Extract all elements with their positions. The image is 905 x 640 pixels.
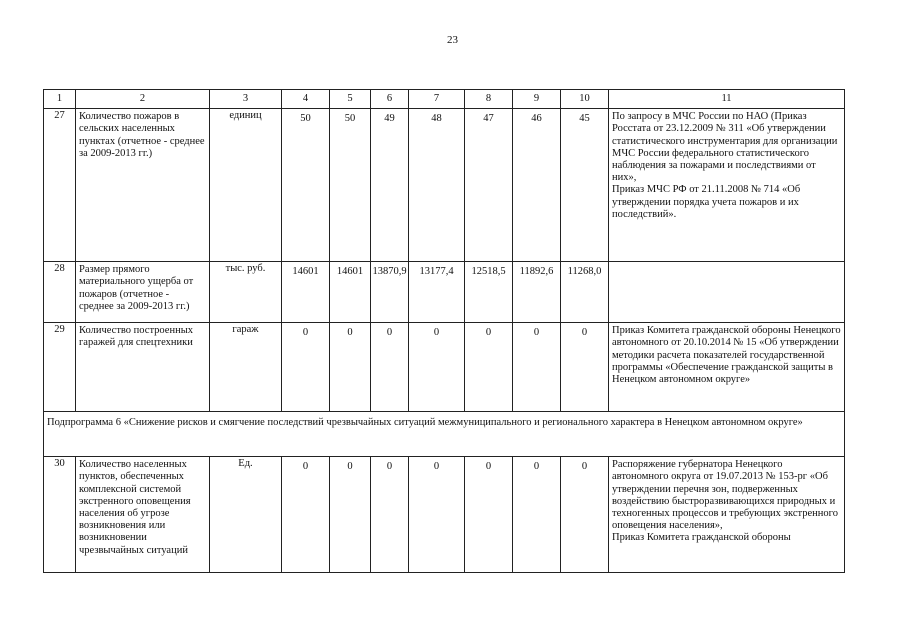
- indicator-name: Количество построенных гаражей для спецтехники: [76, 323, 210, 412]
- row-number: 27: [44, 109, 76, 262]
- header-cell: 9: [513, 90, 561, 109]
- value-cell: 0: [409, 457, 465, 573]
- value-cell: 14601: [330, 262, 371, 323]
- source-document: Распоряжение губернатора Ненецкого автономного округа от 19.07.2013 № 153-рг «Об утверждении перечня зон, подверженных воздействию быстроразвивающихся природных и техногенных процессов и требующих экстренного оповещения населения», Приказ Комитета гражданской обороны: [609, 457, 845, 573]
- unit: тыс. руб.: [210, 262, 282, 323]
- row-number: 30: [44, 457, 76, 573]
- value-cell: 0: [282, 323, 330, 412]
- value-cell: 0: [282, 457, 330, 573]
- table-row: [44, 109, 845, 262]
- value-cell: 0: [513, 457, 561, 573]
- value-cell: 47: [465, 109, 513, 262]
- header-cell: 2: [76, 90, 210, 109]
- value-cell: 0: [513, 323, 561, 412]
- value-cell: 0: [561, 457, 609, 573]
- header-cell: 7: [409, 90, 465, 109]
- value-cell: 0: [409, 323, 465, 412]
- header-cell: 4: [282, 90, 330, 109]
- indicator-name: Количество населенных пунктов, обеспеченных комплексной системой экстренного оповещения населения об угрозе возникновения или возникновении чрезвычайных ситуаций: [76, 457, 210, 573]
- header-row: [44, 90, 845, 109]
- value-cell: 13870,9: [371, 262, 409, 323]
- header-cell: 6: [371, 90, 409, 109]
- header-cell: 5: [330, 90, 371, 109]
- value-cell: 48: [409, 109, 465, 262]
- header-cell: 8: [465, 90, 513, 109]
- value-cell: 0: [371, 323, 409, 412]
- table-row: [44, 323, 845, 412]
- unit: Ед.: [210, 457, 282, 573]
- header-cell: 3: [210, 90, 282, 109]
- unit: единиц: [210, 109, 282, 262]
- row-number: 29: [44, 323, 76, 412]
- page-number: 23: [447, 34, 458, 46]
- source-document: [609, 262, 845, 323]
- header-cell: 1: [44, 90, 76, 109]
- indicators-table: [43, 89, 845, 573]
- value-cell: 12518,5: [465, 262, 513, 323]
- value-cell: 49: [371, 109, 409, 262]
- table-row: [44, 262, 845, 323]
- subprogram-title: Подпрограмма 6 «Снижение рисков и смягчение последствий чрезвычайных ситуаций межмуниципального и регионального характера в Ненецком автономном округе»: [44, 412, 845, 457]
- source-document: По запросу в МЧС России по НАО (Приказ Росстата от 23.12.2009 № 311 «Об утверждении статистического инструментария для организации МЧС России федерального статистического наблюдения за пожарами и последствиями от них», Приказ МЧС РФ от 21.11.2008 № 714 «Об утверждении порядка учета пожаров и их последствий».: [609, 109, 845, 262]
- header-cell: 11: [609, 90, 845, 109]
- table-row: [44, 457, 845, 573]
- value-cell: 50: [330, 109, 371, 262]
- value-cell: 45: [561, 109, 609, 262]
- header-cell: 10: [561, 90, 609, 109]
- value-cell: 0: [330, 457, 371, 573]
- indicator-name: Размер прямого материального ущерба от пожаров (отчетное - среднее за 2009-2013 гг.): [76, 262, 210, 323]
- value-cell: 11892,6: [513, 262, 561, 323]
- unit: гараж: [210, 323, 282, 412]
- indicator-name: Количество пожаров в сельских населенных пунктах (отчетное - среднее за 2009-2013 гг.): [76, 109, 210, 262]
- row-number: 28: [44, 262, 76, 323]
- value-cell: 13177,4: [409, 262, 465, 323]
- value-cell: 14601: [282, 262, 330, 323]
- subprogram-row: [44, 412, 845, 457]
- source-document: Приказ Комитета гражданской обороны Ненецкого автономного от 20.10.2014 № 15 «Об утверждении методики расчета показателей государственной программы «Обеспечение гражданской защиты в Ненецком автономном округе»: [609, 323, 845, 412]
- value-cell: 0: [330, 323, 371, 412]
- value-cell: 0: [561, 323, 609, 412]
- value-cell: 46: [513, 109, 561, 262]
- value-cell: 50: [282, 109, 330, 262]
- value-cell: 0: [465, 323, 513, 412]
- value-cell: 0: [371, 457, 409, 573]
- value-cell: 0: [465, 457, 513, 573]
- value-cell: 11268,0: [561, 262, 609, 323]
